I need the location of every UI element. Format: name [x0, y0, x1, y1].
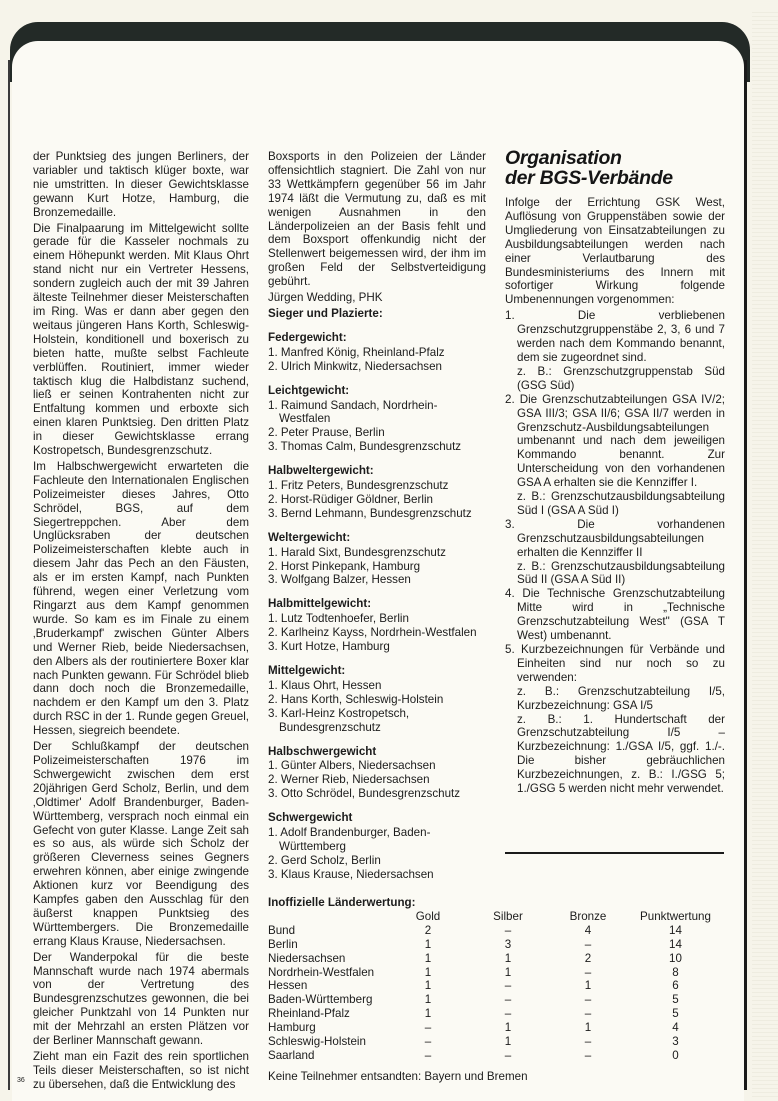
placing: 1. Adolf Brandenburger, Baden-Württemberg: [268, 826, 431, 853]
bronze-cell: –: [584, 1048, 592, 1062]
gold-cell: 1: [424, 951, 432, 965]
weight-class-heading: Mittelgewicht:: [268, 664, 346, 677]
standings-heading: Inoffizielle Länderwertung:: [268, 896, 416, 909]
standings-block: [268, 896, 738, 1084]
placing: 3. Wolfgang Balzer, Hessen: [268, 573, 411, 587]
table-row: [268, 924, 738, 938]
placing: 2. Hans Korth, Schleswig-Holstein: [268, 692, 444, 706]
table-row: [268, 979, 738, 993]
points-cell: 0: [672, 1048, 679, 1062]
placing: 3. Klaus Krause, Niedersachsen: [268, 867, 434, 881]
placings-list: [268, 399, 486, 455]
placings-list: [268, 479, 486, 521]
weight-class-heading: Schwergewicht: [268, 811, 353, 825]
scan-edge-noise: [752, 10, 778, 1100]
placing: 3. Karl-Heinz Kostropetsch, Bundesgrenzschutz: [268, 706, 410, 734]
page-frame-right-border: [744, 60, 747, 1090]
item-text: 1. Die verbliebenen Grenzschutzgruppenstäbe 2, 3, 6 und 7 werden nach dem Kommando benannt, dem sie zugeordnet sind.: [505, 309, 725, 364]
weight-class-heading: Halbmittelgewicht:: [268, 597, 372, 611]
placing: 1. Manfred König, Rheinland-Pfalz: [268, 345, 445, 359]
silver-cell: 1: [504, 1021, 512, 1035]
column-header: [268, 910, 403, 924]
placing: 2. Horst Pinkepank, Hamburg: [268, 559, 421, 573]
points-cell: 14: [669, 937, 682, 951]
placing: 2. Gerd Scholz, Berlin: [268, 853, 381, 867]
weight-class-heading: Halbweltergewicht:: [268, 464, 374, 478]
state-cell: Niedersachsen: [268, 951, 346, 965]
gold-cell: 1: [424, 993, 432, 1007]
item-example: z. B.: Grenzschutzgruppenstab Süd (GSG Süd): [517, 364, 725, 392]
placing: 1. Harald Sixt, Bundesgrenzschutz: [268, 545, 446, 559]
section-title-line-1: Organisation: [505, 147, 622, 169]
points-cell: 5: [672, 993, 679, 1007]
bronze-cell: –: [584, 1007, 592, 1021]
column-header: Bronze: [569, 909, 607, 923]
placing: 1. Lutz Todtenhoefer, Berlin: [268, 612, 409, 626]
placings-list: [268, 612, 486, 654]
gold-cell: 2: [424, 923, 432, 937]
silver-cell: –: [504, 993, 512, 1007]
article-column-1: [33, 150, 249, 1094]
table-row: [268, 1049, 738, 1063]
section-divider-rule: [505, 852, 724, 854]
paragraph: Im Halbschwergewicht erwarteten die Fachleute den Internationalen Englischen Polizeimeister dieses Jahres, Otto Schrödel, BGS, auf dem Siegertreppchen. Aber dem Unglücksraben der deutschen Polizeimeisterschaften klebte auch in diesem Jahr das Pech an den Fäusten, als er im ersten Kampf, nach Punkten führend, wegen einer Verletzung vom Ringarzt aus dem Kampf genommen wurde. So kam es im Finale zu einem ‚Bruderkampf' zwischen Günter Albers und Werner Rieb, beide Niedersachsen, den Albers als der routiniertere Boxer klar nach Punkten gewann. Für Schrödel blieb dann doch noch die Bronzemedaille, nachdem er den Kampf um den 3. Platz durch RSC in der 1. Runde gegen Greuel, Hessen, siegreich beendete.: [33, 459, 249, 738]
silver-cell: 1: [504, 965, 512, 979]
state-cell: Hamburg: [268, 1021, 316, 1035]
item-text: 2. Die Grenzschutzabteilungen GSA IV/2; GSA III/3; GSA II/6; GSA II/7 werden in Grenzschutz-Ausbildungsabteilungen umbenannt und nach dem jeweiligen Kommando benannt. Zur Unterscheidung von den vorhandenen GSA A erhalten sie die Kennziffer I.: [505, 392, 725, 490]
points-cell: 8: [672, 965, 679, 979]
article-column-2: [268, 150, 486, 882]
author-signature: Jürgen Wedding, PHK: [268, 291, 383, 305]
page-frame-left-border: [8, 60, 10, 1090]
table-row: [268, 1021, 738, 1035]
article-column-3: [505, 148, 725, 796]
placing: 1. Klaus Ohrt, Hessen: [268, 678, 382, 692]
silver-cell: 1: [504, 1035, 512, 1049]
placing: 3. Thomas Calm, Bundesgrenzschutz: [268, 440, 462, 454]
table-row: [268, 966, 738, 980]
state-cell: Schleswig-Holstein: [268, 1035, 366, 1049]
points-cell: 5: [672, 1007, 679, 1021]
column-header: Silber: [493, 909, 523, 923]
placing: 2. Werner Rieb, Niedersachsen: [268, 773, 430, 787]
item-example: z. B.: 1. Hundertschaft der Grenzschutzabteilung I/5 – Kurzbezeichnung: 1./GSA I/5, ggf. 1./-. Die bisher gebräuchlichen Kurzbezeichnungen, z. B.: I./GSG 5; 1./GSG 5 werden nicht mehr verwendet.: [517, 712, 725, 796]
standings-table: [268, 910, 738, 1063]
item-text: 4. Die Technische Grenzschutzabteilung Mitte wird in „Technische Grenzschutzabteilung West" (GSA T West) umbenannt.: [505, 587, 725, 643]
state-cell: Rheinland-Pfalz: [268, 1007, 350, 1021]
column-header: Punktwertung: [640, 909, 711, 923]
points-cell: 10: [669, 951, 682, 965]
placings-list: [268, 679, 486, 735]
state-cell: Hessen: [268, 979, 308, 993]
gold-cell: –: [424, 1035, 432, 1049]
results-heading: Sieger und Plazierte:: [268, 306, 383, 320]
placing: 2. Karlheinz Kayss, Nordrhein-Westfalen: [268, 626, 477, 640]
paragraph: Zieht man ein Fazit des rein sportlichen Teils dieser Meisterschaften, so ist nicht zu übersehen, daß die Entwicklung des: [33, 1050, 249, 1091]
bronze-cell: 2: [584, 951, 592, 965]
weight-class-heading: Federgewicht:: [268, 330, 347, 344]
bronze-cell: –: [584, 937, 592, 951]
gold-cell: –: [424, 1048, 432, 1062]
silver-cell: 1: [504, 951, 512, 965]
placing: 1. Raimund Sandach, Nordrhein-Westfalen: [268, 398, 438, 426]
bronze-cell: 4: [584, 923, 592, 937]
column-header: Gold: [415, 909, 441, 923]
placings-list: [268, 346, 486, 374]
paragraph: Boxsports in den Polizeien der Länder offensichtlich stagniert. Die Zahl von nur 33 Wettkämpfern gegenüber 56 im Jahr 1974 läßt die Vermutung zu, daß es mit wenigen Ausnahmen in den Länderpolizeien an der Basis fehlt und dem Boxsport offenkundig nicht der Stellenwert beigemessen wird, der ihm im großen Feld der Selbstverteidigung gebührt.: [268, 150, 486, 289]
page-number: 36: [17, 1077, 25, 1084]
gold-cell: –: [424, 1021, 432, 1035]
item-example: z. B.: Grenzschutzabteilung I/5, Kurzbezeichnung: GSA I/5: [517, 684, 725, 712]
item-example: z. B.: Grenzschutzausbildungsabteilung Süd II (GSA A Süd II): [517, 559, 725, 587]
bronze-cell: –: [584, 993, 592, 1007]
placing: 3. Bernd Lehmann, Bundesgrenzschutz: [268, 506, 472, 520]
placings-list: [268, 759, 486, 801]
item-text: 3. Die vorhandenen Grenzschutzausbildungsabteilungen erhalten die Kennziffer II: [505, 517, 725, 559]
table-header-row: [268, 910, 738, 924]
renaming-list: [505, 309, 725, 796]
state-cell: Nordrhein-Westfalen: [268, 965, 375, 979]
table-row: [268, 938, 738, 952]
bronze-cell: 1: [584, 979, 592, 993]
item-text: 5. Kurzbezeichnungen für Verbände und Einheiten sind nur noch so zu verwenden:: [505, 643, 725, 684]
points-cell: 3: [672, 1035, 679, 1049]
silver-cell: 3: [504, 937, 512, 951]
section-title: [505, 148, 725, 188]
paragraph: Der Schlußkampf der deutschen Polizeimeisterschaften 1976 im Schwergewicht zwischen dem erst 20jährigen Gerd Scholz, Berlin, und dem ‚Oldtimer' Adolf Brandenburger, Baden-Württemberg, versprach noch einmal ein Gefecht von guter Klasse. Lange Zeit sah es so aus, als würde sich Scholz der größeren Cleverness seines Gegners erwehren können, aber einige zwingende Aktionen kurz vor Beendigung des Kampfes gaben den Ausschlag für den äußerst knappen Punktsieg des Württembergers. Die Bronzemedaille errang Klaus Krause, Niedersachsen.: [33, 740, 249, 948]
paragraph: Der Wanderpokal für die beste Mannschaft wurde nach 1974 abermals von der Vertretung des Bundesgrenzschutzes gewonnen, die bei gleicher Punktzahl von 14 Punkten nur mit der Mehrzahl an ersten Plätzen vor der Berliner Mannschaft gewann.: [33, 950, 249, 1048]
state-cell: Bund: [268, 923, 296, 937]
renaming-item: [505, 587, 725, 643]
gold-cell: 1: [424, 979, 432, 993]
standings-note: Keine Teilnehmer entsandten: Bayern und Bremen: [268, 1069, 528, 1083]
points-cell: 14: [669, 923, 682, 937]
placing: 2. Peter Prause, Berlin: [268, 426, 385, 440]
item-example: z. B.: Grenzschutzausbildungsabteilung Süd I (GSA A Süd I): [517, 490, 725, 517]
state-cell: Berlin: [268, 937, 298, 951]
points-cell: 4: [672, 1021, 679, 1035]
placing: 3. Kurt Hotze, Hamburg: [268, 640, 390, 654]
table-row: [268, 993, 738, 1007]
silver-cell: –: [504, 1048, 512, 1062]
placings-list: [268, 546, 486, 588]
placing: 2. Ulrich Minkwitz, Niedersachsen: [268, 359, 442, 373]
bronze-cell: 1: [584, 1021, 592, 1035]
gold-cell: 1: [424, 965, 432, 979]
section-title-line-2: der BGS-Verbände: [505, 167, 673, 189]
silver-cell: –: [504, 923, 512, 937]
bronze-cell: –: [584, 965, 592, 979]
bronze-cell: –: [584, 1035, 592, 1049]
renaming-item: [505, 309, 725, 392]
paragraph: der Punktsieg des jungen Berliners, der variabler und taktisch klüger boxte, war nie umstritten. In dieser Gewichtsklasse gewann Kurt Hotze, Hamburg, die Bronzemedaille.: [33, 150, 249, 219]
weight-class-heading: Weltergewicht:: [268, 530, 351, 544]
silver-cell: –: [504, 1007, 512, 1021]
gold-cell: 1: [424, 937, 432, 951]
table-row: [268, 1035, 738, 1049]
renaming-item: [505, 518, 725, 588]
gold-cell: 1: [424, 1007, 432, 1021]
placing: 3. Otto Schrödel, Bundesgrenzschutz: [268, 787, 461, 801]
placing: 1. Fritz Peters, Bundesgrenzschutz: [268, 479, 449, 493]
placing: 2. Horst-Rüdiger Göldner, Berlin: [268, 492, 433, 506]
table-row: [268, 1007, 738, 1021]
silver-cell: –: [504, 979, 512, 993]
placings-list: [268, 826, 486, 882]
weight-class-heading: Leichtgewicht:: [268, 383, 350, 397]
placing: 1. Günter Albers, Niedersachsen: [268, 759, 436, 773]
intro-paragraph: Infolge der Errichtung GSK West, Auflösung von Gruppenstäben sowie der Umgliederung von Einsatzabteilungen zu Ausbildungsabteilungen werden nach einer Verlautbarung des Bundesministeriums des Innern mit sofortiger Wirkung folgende Umbenennungen vorgenommen:: [505, 196, 725, 307]
state-cell: Baden-Württemberg: [268, 993, 373, 1007]
renaming-item: [505, 393, 725, 518]
table-row: [268, 952, 738, 966]
state-cell: Saarland: [268, 1048, 315, 1062]
renaming-item: [505, 643, 725, 796]
weight-class-heading: Halbschwergewicht: [268, 744, 377, 758]
points-cell: 6: [672, 979, 679, 993]
paragraph: Die Finalpaarung im Mittelgewicht sollte gerade für die Kasseler nochmals zu einem Höhepunkt werden. Mit Klaus Ohrt stand nicht nur ein Vertreter Hessens, sondern zugleich auch der mit 39 Jahren älteste Teilnehmer dieser Meisterschaften im Ring. Was er dann aber gegen den weitaus jüngeren Hans Korth, Schleswig-Holstein, konditionell und boxerisch zu bieten hatte, mußte selbst Fachleute verblüffen. Routiniert, immer wieder taktisch klug die Halbdistanz suchend, ließ er seinen Kontrahenten nicht zur Entfaltung kommen und erboxte sich einen klaren Punktsieg. Den dritten Platz in dieser Gewichtsklasse errang Kostropetsch, Bundesgrenzschutz.: [33, 221, 249, 458]
